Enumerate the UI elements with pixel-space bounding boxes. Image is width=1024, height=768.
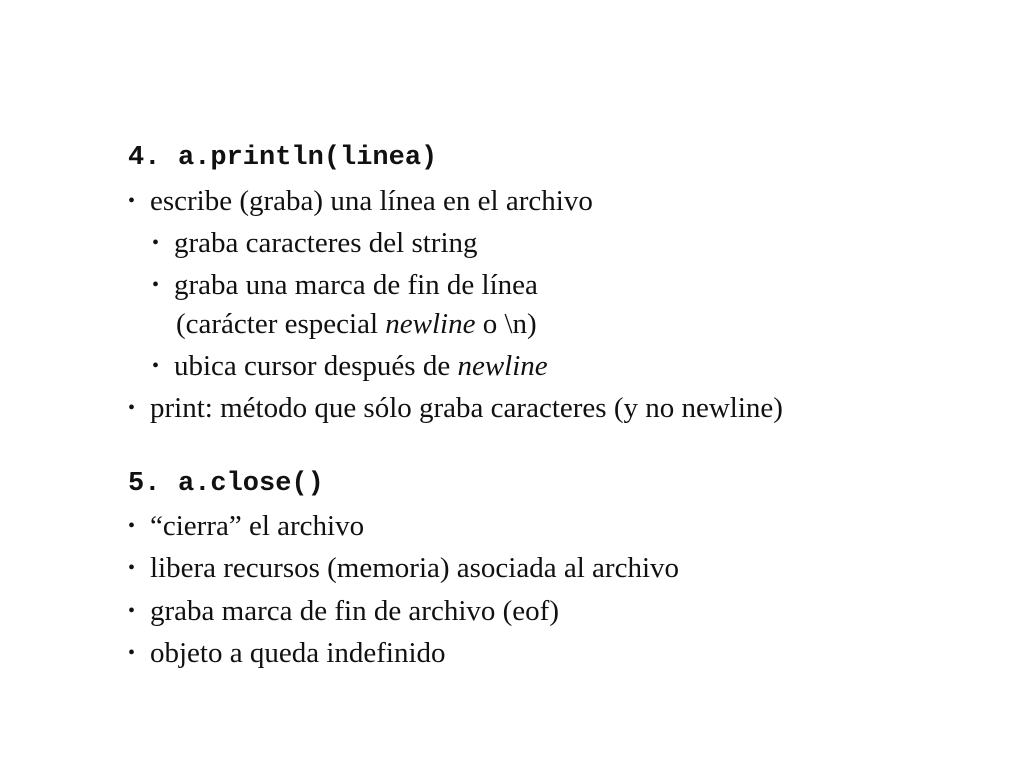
- bullet-text: objeto a queda indefinido: [150, 637, 446, 669]
- bullet-icon: •: [128, 557, 136, 579]
- bullet-text-italic: newline: [457, 350, 548, 382]
- continuation-text-b: o \n): [475, 308, 537, 340]
- bullet-icon: •: [128, 190, 136, 212]
- bullet-icon: •: [152, 355, 160, 377]
- bullet-icon: •: [128, 642, 136, 664]
- bullet-text: libera recursos (memoria) asociada al archivo: [150, 552, 679, 584]
- continuation-text-italic: newline: [385, 308, 476, 340]
- bullet-item: [128, 509, 364, 543]
- bullet-text: escribe (graba) una línea en el archivo: [150, 185, 593, 217]
- continuation-text-a: (carácter especial: [176, 308, 386, 340]
- bullet-text: print: método que sólo graba caracteres (y no newline): [150, 392, 783, 424]
- section-5-code: a.close(): [178, 469, 324, 499]
- bullet-icon: •: [128, 515, 136, 537]
- bullet-item: [128, 636, 446, 670]
- section-5-heading: [128, 468, 324, 500]
- bullet-text: graba una marca de fin de línea: [174, 269, 538, 301]
- bullet-text: graba marca de fin de archivo (eof): [150, 595, 559, 627]
- bullet-icon: •: [152, 232, 160, 254]
- bullet-text: graba caracteres del string: [174, 227, 478, 259]
- bullet-item: [128, 184, 593, 218]
- bullet-item: [128, 551, 679, 585]
- sub-bullet-item: [152, 268, 538, 302]
- section-5-number: 5.: [128, 469, 161, 499]
- section-4-code: a.println(linea): [178, 143, 438, 173]
- section-4-heading: [128, 142, 437, 174]
- bullet-item: [128, 391, 783, 425]
- bullet-icon: •: [152, 274, 160, 296]
- bullet-text: “cierra” el archivo: [150, 510, 365, 542]
- bullet-text: ubica cursor después de: [174, 350, 458, 382]
- bullet-icon: •: [128, 600, 136, 622]
- sub-bullet-item: [152, 349, 548, 383]
- sub-bullet-item: [152, 226, 478, 260]
- bullet-item: [128, 594, 559, 628]
- bullet-icon: •: [128, 397, 136, 419]
- sub-bullet-continuation: [176, 307, 537, 341]
- section-4-number: 4.: [128, 143, 161, 173]
